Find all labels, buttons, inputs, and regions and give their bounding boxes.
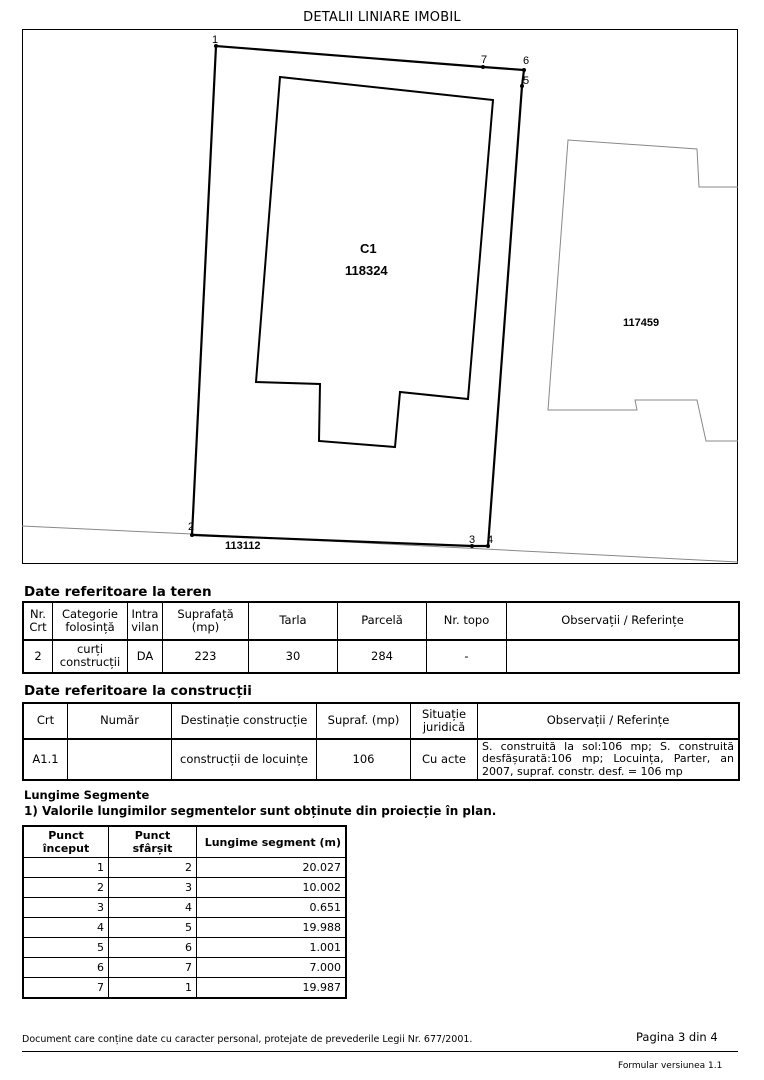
teren-cell: -: [427, 640, 507, 673]
segment-length-cell: 1.001: [197, 938, 346, 958]
parcel-boundary: [192, 46, 524, 546]
teren-cell: curți construcții: [53, 640, 128, 673]
vertex-label-4: 4: [487, 534, 494, 546]
teren-heading: Date referitoare la teren: [24, 584, 212, 600]
segment-start-cell: 3: [24, 898, 109, 918]
page-number: Pagina 3 din 4: [636, 1030, 718, 1044]
segment-row: [24, 858, 346, 878]
segment-end-cell: 1: [109, 978, 197, 998]
segmente-note: 1) Valorile lungimilor segmentelor sunt obținute din proiecție în plan.: [24, 804, 497, 818]
south-boundary-line: [22, 526, 738, 562]
constructii-data-row: [24, 739, 739, 780]
teren-table: [23, 602, 739, 673]
teren-header-cell: Suprafață (mp): [163, 603, 249, 640]
segmente-header-cell: Punct început: [24, 827, 109, 858]
segment-start-cell: 5: [24, 938, 109, 958]
constructii-header-cell: Situație juridică: [411, 704, 478, 739]
constructii-cell: A1.1: [24, 739, 68, 780]
segment-end-cell: 6: [109, 938, 197, 958]
neighbor-parcel-outline: [548, 140, 738, 441]
teren-header-cell: Tarla: [249, 603, 338, 640]
constructii-header-cell: Observații / Referințe: [478, 704, 739, 739]
segmente-header-row: [24, 827, 346, 858]
segment-length-cell: 19.987: [197, 978, 346, 998]
constructii-heading: Date referitoare la construcții: [24, 683, 252, 699]
teren-header-row: [24, 603, 739, 640]
segment-length-cell: 10.002: [197, 878, 346, 898]
constructii-observatii-cell: S. construită la sol:106 mp; S. construită desfășurată:106 mp; Locuința, Parter, an 2007, supraf. constr. desf. = 106 mp: [478, 739, 739, 780]
segment-start-cell: 2: [24, 878, 109, 898]
teren-cell: DA: [128, 640, 163, 673]
vertex-label-3: 3: [469, 534, 476, 546]
segment-length-cell: 7.000: [197, 958, 346, 978]
segment-row: [24, 978, 346, 998]
segment-start-cell: 6: [24, 958, 109, 978]
teren-header-cell: Parcelă: [338, 603, 427, 640]
segment-start-cell: 4: [24, 918, 109, 938]
teren-header-cell: Observații / Referințe: [507, 603, 739, 640]
vertex-markers: [190, 44, 526, 548]
building-c1-outline: [256, 77, 493, 447]
constructii-header-cell: Număr: [68, 704, 172, 739]
parcel-id-label: 118324: [345, 263, 388, 278]
footer-disclaimer: Document care conține date cu caracter personal, protejate de prevederile Legii Nr. 677/2001.: [22, 1034, 473, 1045]
segmente-body: [24, 858, 346, 998]
teren-header-cell: Categorie folosință: [53, 603, 128, 640]
constructii-cell: construcții de locuințe: [172, 739, 317, 780]
segment-length-cell: 20.027: [197, 858, 346, 878]
constructii-cell: [68, 739, 172, 780]
segmente-header-cell: Punct sfârșit: [109, 827, 197, 858]
page-title: DETALII LINIARE IMOBIL: [303, 10, 461, 25]
segmente-header-cell: Lungime segment (m): [197, 827, 346, 858]
neighbor-east-label: 117459: [623, 317, 660, 329]
segmente-heading: Lungime Segmente: [24, 788, 150, 802]
vertex-label-6: 6: [523, 55, 530, 67]
vertex-label-2: 2: [188, 521, 195, 533]
segment-row: [24, 878, 346, 898]
form-version: Formular versiunea 1.1: [618, 1061, 723, 1071]
segment-row: [24, 918, 346, 938]
teren-header-cell: Nr. topo: [427, 603, 507, 640]
segment-end-cell: 5: [109, 918, 197, 938]
teren-header-cell: Intra vilan: [128, 603, 163, 640]
vertex-label-1: 1: [212, 34, 219, 46]
footer-divider: [22, 1051, 738, 1052]
constructii-header-cell: Supraf. (mp): [317, 704, 411, 739]
neighbor-south-label: 113112: [225, 540, 261, 552]
building-label: C1: [360, 241, 377, 256]
teren-cell: 284: [338, 640, 427, 673]
segment-end-cell: 4: [109, 898, 197, 918]
teren-cell: 30: [249, 640, 338, 673]
segment-start-cell: 1: [24, 858, 109, 878]
segment-row: [24, 958, 346, 978]
vertex-label-7: 7: [481, 54, 488, 66]
teren-cell: 2: [24, 640, 53, 673]
vertex-6-marker: [522, 68, 526, 72]
segment-end-cell: 7: [109, 958, 197, 978]
constructii-header-cell: Destinație construcție: [172, 704, 317, 739]
vertex-label-5: 5: [523, 75, 530, 87]
constructii-cell: 106: [317, 739, 411, 780]
segment-length-cell: 0.651: [197, 898, 346, 918]
constructii-header-row: [24, 704, 739, 739]
parcel-plan: [22, 29, 738, 564]
segment-row: [24, 898, 346, 918]
teren-cell: 223: [163, 640, 249, 673]
segment-end-cell: 2: [109, 858, 197, 878]
constructii-table: [23, 703, 739, 780]
teren-cell: [507, 640, 739, 673]
vertex-2-marker: [190, 533, 194, 537]
teren-data-row: [24, 640, 739, 673]
segmente-table: [23, 826, 346, 998]
teren-header-cell: Nr. Crt: [24, 603, 53, 640]
segment-length-cell: 19.988: [197, 918, 346, 938]
constructii-header-cell: Crt: [24, 704, 68, 739]
segment-start-cell: 7: [24, 978, 109, 998]
segment-end-cell: 3: [109, 878, 197, 898]
segment-row: [24, 938, 346, 958]
constructii-cell: Cu acte: [411, 739, 478, 780]
